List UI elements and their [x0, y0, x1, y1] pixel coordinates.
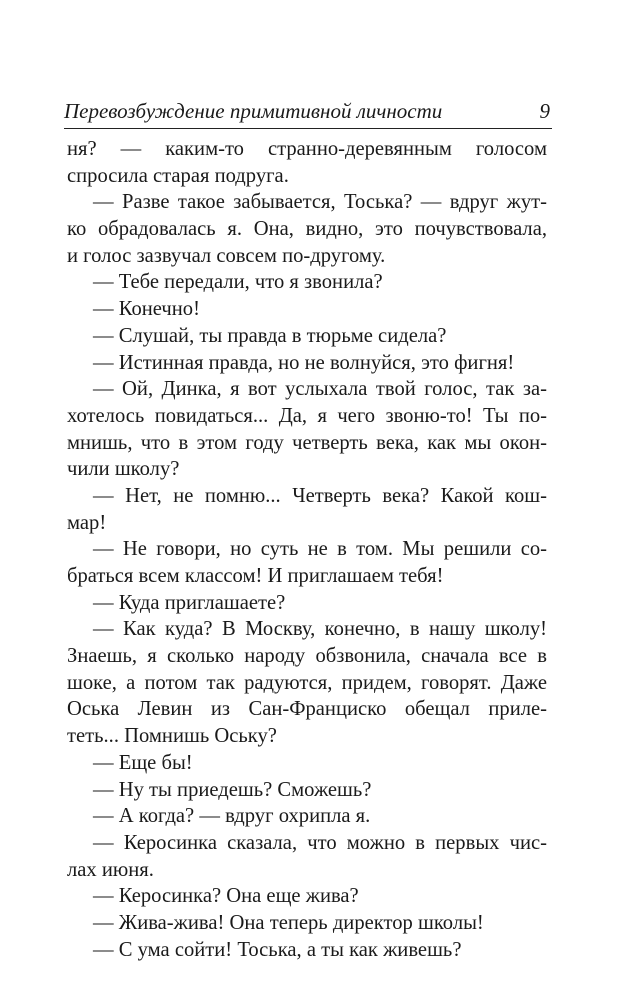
text-line: — С ума сойти! Тоська, а ты как живешь?	[93, 938, 462, 961]
text-line: — Керосинка сказала, что можно в первых чис-	[93, 831, 547, 854]
text-line: мар!	[67, 511, 107, 534]
text-line: спросила старая подруга.	[67, 164, 289, 187]
text-line: мнишь, что в этом году четверть века, как мы окон-	[67, 431, 547, 454]
page-number: 9	[539, 99, 550, 123]
text-line: чили школу?	[67, 458, 180, 481]
text-line: ня? — каким-то странно-деревянным голосом	[67, 138, 547, 160]
text-line: лах июня.	[67, 858, 154, 881]
text-line: теть... Помнишь Оську?	[67, 725, 277, 748]
text-line: — Слушай, ты правда в тюрьме сидела?	[93, 324, 447, 347]
text-line: хотелось повидаться... Да, я чего звоню-то! Ты по-	[67, 404, 547, 427]
text-line: — Разве такое забывается, Тоська? — вдруг жут-	[93, 191, 547, 214]
text-line: — Ну ты приедешь? Сможешь?	[93, 778, 372, 801]
text-line: — Жива-жива! Она теперь директор школы!	[93, 911, 484, 934]
text-line: — Тебе передали, что я звонила?	[93, 271, 383, 294]
text-line: Оська Левин из Сан-Франциско обещал приле-	[67, 698, 547, 721]
text-line: шоке, а потом так радуются, придем, говорят. Даже	[67, 671, 547, 694]
text-line: — Конечно!	[93, 298, 200, 321]
text-line: — Нет, не помню... Четверть века? Какой кош-	[93, 484, 547, 507]
running-title: Перевозбуждение примитивной личности	[64, 99, 443, 123]
text-line: — Еще бы!	[93, 751, 193, 774]
text-line: — А когда? — вдруг охрипла я.	[93, 805, 371, 828]
text-line: — Как куда? В Москву, конечно, в нашу школу!	[93, 618, 547, 641]
page-body-text	[67, 136, 547, 963]
header-divider	[64, 128, 552, 129]
text-line: — Не говори, но суть не в том. Мы решили со-	[93, 538, 547, 561]
text-line: браться всем классом! И приглашаем тебя!	[67, 565, 444, 587]
text-line: — Ой, Динка, я вот услыхала твой голос, так за-	[93, 378, 547, 401]
running-header	[64, 97, 550, 125]
text-line: — Куда приглашаете?	[93, 591, 286, 614]
text-line: ко обрадовалась я. Она, видно, это почувствовала,	[67, 218, 547, 241]
text-line: Знаешь, я сколько народу обзвонила, сначала все в	[67, 645, 547, 668]
text-line: и голос зазвучал совсем по-другому.	[67, 244, 386, 267]
text-line: — Керосинка? Она еще жива?	[93, 885, 359, 908]
text-line: — Истинная правда, но не волнуйся, это фигня!	[93, 351, 515, 374]
